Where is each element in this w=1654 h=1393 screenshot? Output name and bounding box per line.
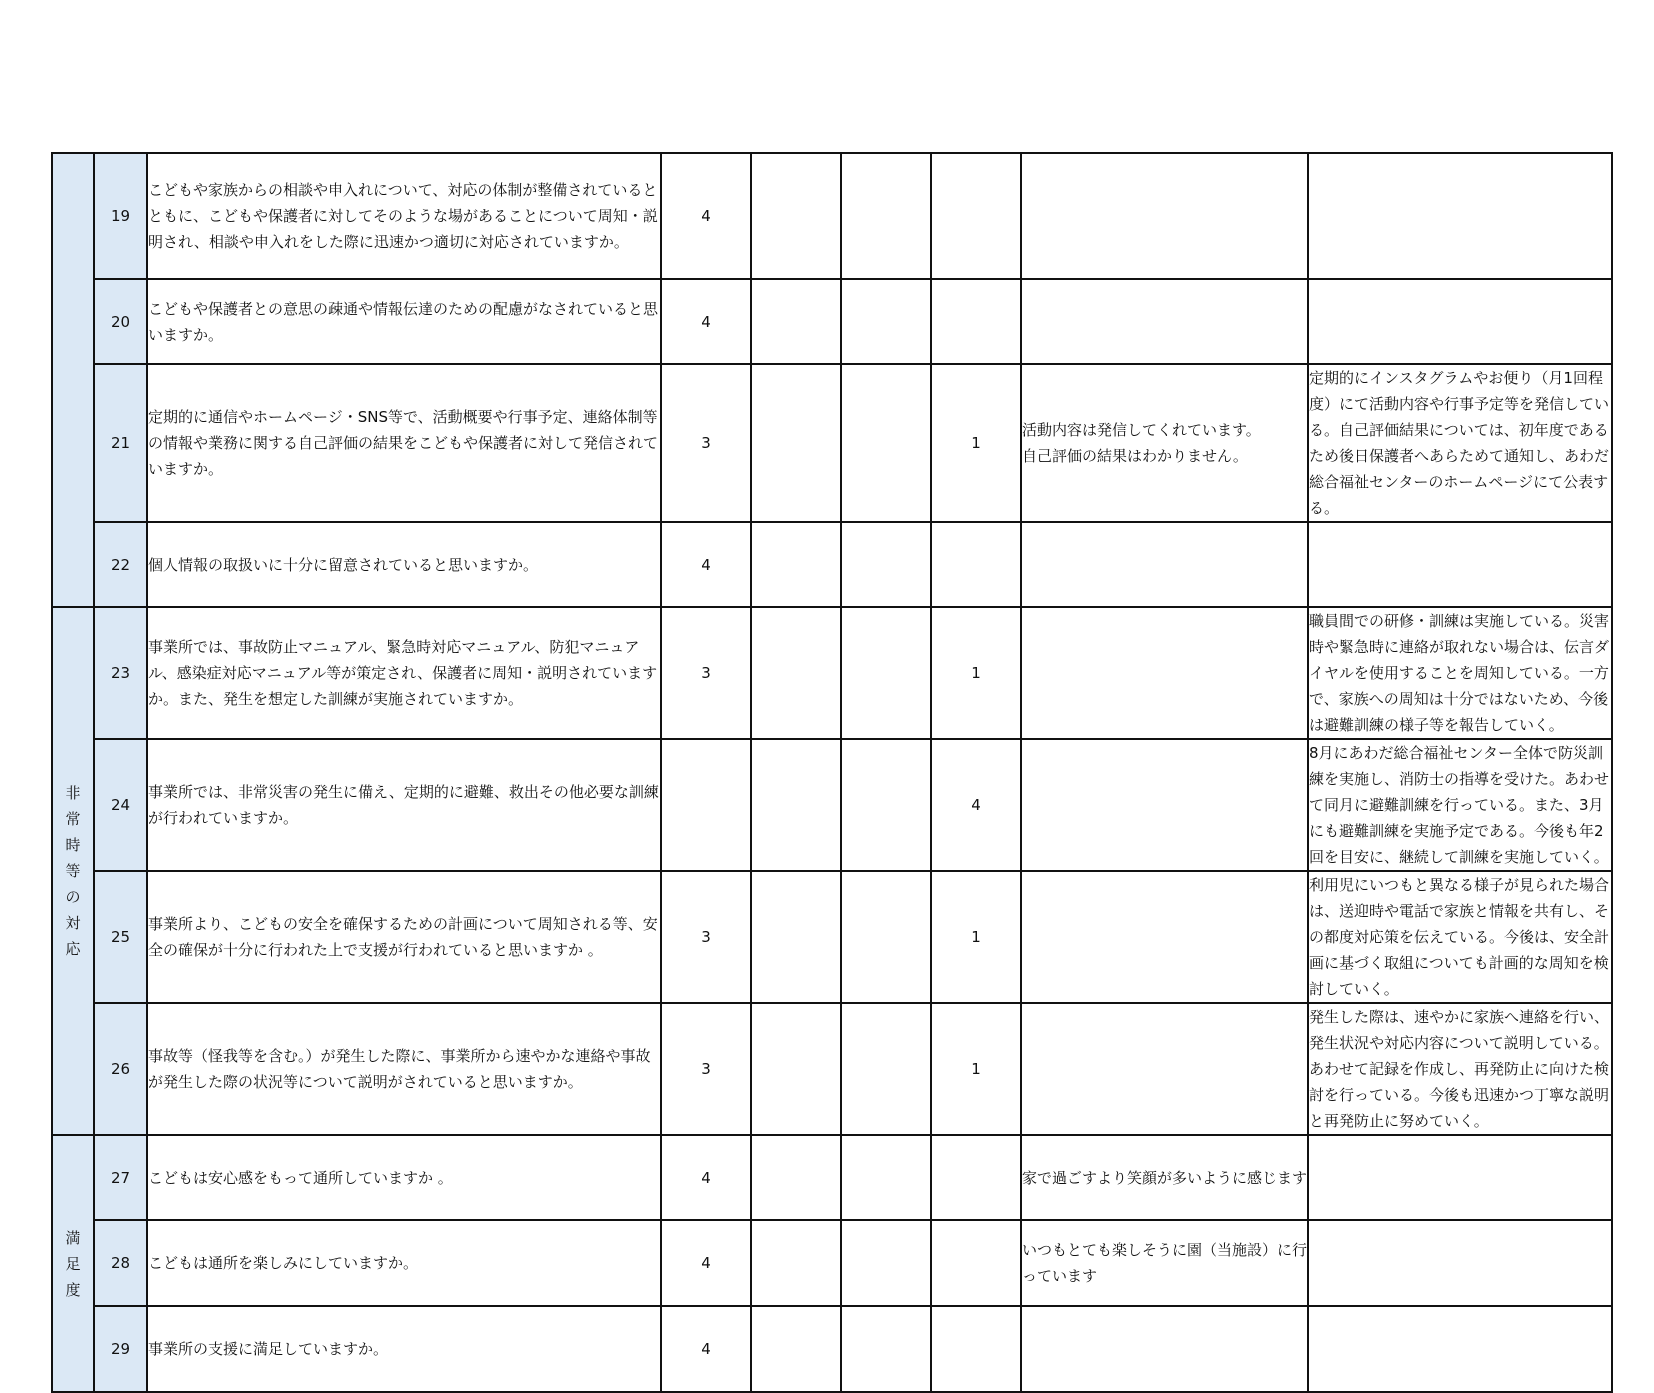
table-row [52,153,1612,279]
item-number: 20 [94,279,147,364]
category-cell: 非常時等の対応 [52,607,94,1135]
answer-yes: 4 [661,1220,751,1306]
answer-unsure [751,522,841,607]
parent-opinion: 家で過ごすより笑顔が多いように感じます [1021,1135,1308,1220]
question-text: 定期的に通信やホームページ・SNS等で、活動概要や行事予定、連絡体制等の情報や業務に関する自己評価の結果をこどもや保護者に対して発信されていますか。 [147,364,661,522]
table-row [52,871,1612,1003]
answer-yes: 3 [661,1003,751,1135]
parent-opinion [1021,607,1308,739]
answer-no [841,1003,931,1135]
answer-unsure [751,1003,841,1135]
category-cell [52,153,94,607]
parent-opinion [1021,1003,1308,1135]
answer-unknown [931,1220,1021,1306]
parent-opinion [1021,739,1308,871]
parent-opinion: 活動内容は発信してくれています。 自己評価の結果はわかりません。 [1021,364,1308,522]
table-row [52,1306,1612,1392]
table-row [52,1220,1612,1306]
facility-response [1308,153,1612,279]
answer-no [841,1220,931,1306]
table-row [52,607,1612,739]
answer-no [841,279,931,364]
answer-unknown [931,522,1021,607]
evaluation-table [51,152,1613,1393]
answer-unknown [931,279,1021,364]
question-text: 個人情報の取扱いに十分に留意されていると思いますか。 [147,522,661,607]
parent-opinion [1021,1306,1308,1392]
answer-yes: 3 [661,607,751,739]
answer-unknown: 1 [931,1003,1021,1135]
facility-response [1308,1306,1612,1392]
table-row [52,522,1612,607]
answer-yes: 4 [661,522,751,607]
answer-unknown: 1 [931,871,1021,1003]
item-number: 22 [94,522,147,607]
item-number: 27 [94,1135,147,1220]
parent-opinion [1021,871,1308,1003]
item-number: 23 [94,607,147,739]
answer-unsure [751,1306,841,1392]
answer-unsure [751,1220,841,1306]
question-text: こどもや家族からの相談や申入れについて、対応の体制が整備されているとともに、こどもや保護者に対してそのような場があることについて周知・説明され、相談や申入れをした際に迅速かつ適切に対応されていますか。 [147,153,661,279]
item-number: 25 [94,871,147,1003]
answer-unknown: 1 [931,364,1021,522]
answer-no [841,522,931,607]
item-number: 19 [94,153,147,279]
table-row [52,364,1612,522]
answer-yes: 3 [661,364,751,522]
question-text: こどもや保護者との意思の疎通や情報伝達のための配慮がなされていると思いますか。 [147,279,661,364]
parent-opinion: いつもとても楽しそうに園（当施設）に行っています [1021,1220,1308,1306]
answer-unsure [751,871,841,1003]
answer-yes: 3 [661,871,751,1003]
answer-unsure [751,364,841,522]
facility-response: 職員間での研修・訓練は実施している。災害時や緊急時に連絡が取れない場合は、伝言ダイヤルを使用することを周知している。一方で、家族への周知は十分ではないため、今後は避難訓練の様子等を報告していく。 [1308,607,1612,739]
answer-unsure [751,279,841,364]
table-row [52,739,1612,871]
answer-yes: 4 [661,279,751,364]
answer-no [841,607,931,739]
table-row [52,1135,1612,1220]
answer-no [841,1135,931,1220]
question-text: 事業所より、こどもの安全を確保するための計画について周知される等、安全の確保が十分に行われた上で支援が行われていると思いますか 。 [147,871,661,1003]
answer-yes: 4 [661,1135,751,1220]
facility-response [1308,522,1612,607]
category-cell: 満足度 [52,1135,94,1392]
table-row [52,279,1612,364]
parent-opinion [1021,522,1308,607]
facility-response [1308,1220,1612,1306]
answer-no [841,1306,931,1392]
parent-opinion [1021,279,1308,364]
answer-unsure [751,1135,841,1220]
facility-response [1308,279,1612,364]
facility-response [1308,1135,1612,1220]
answer-unknown [931,1135,1021,1220]
item-number: 21 [94,364,147,522]
question-text: 事業所では、事故防止マニュアル、緊急時対応マニュアル、防犯マニュアル、感染症対応マニュアル等が策定され、保護者に周知・説明されていますか。また、発生を想定した訓練が実施されていますか。 [147,607,661,739]
answer-unknown: 4 [931,739,1021,871]
facility-response: 利用児にいつもと異なる様子が見られた場合は、送迎時や電話で家族と情報を共有し、その都度対応策を伝えている。今後は、安全計画に基づく取組についても計画的な周知を検討していく。 [1308,871,1612,1003]
facility-response: 発生した際は、速やかに家族へ連絡を行い、発生状況や対応内容について説明している。あわせて記録を作成し、再発防止に向けた検討を行っている。今後も迅速かつ丁寧な説明と再発防止に努めていく。 [1308,1003,1612,1135]
answer-yes: 4 [661,153,751,279]
parent-opinion [1021,153,1308,279]
item-number: 29 [94,1306,147,1392]
answer-unknown: 1 [931,607,1021,739]
answer-no [841,739,931,871]
item-number: 28 [94,1220,147,1306]
answer-unknown [931,153,1021,279]
question-text: こどもは通所を楽しみにしていますか。 [147,1220,661,1306]
question-text: 事業所では、非常災害の発生に備え、定期的に避難、救出その他必要な訓練が行われていますか。 [147,739,661,871]
question-text: こどもは安心感をもって通所していますか 。 [147,1135,661,1220]
table-row [52,1003,1612,1135]
item-number: 26 [94,1003,147,1135]
answer-unknown [931,1306,1021,1392]
answer-no [841,871,931,1003]
question-text: 事業所の支援に満足していますか。 [147,1306,661,1392]
answer-no [841,364,931,522]
facility-response: 定期的にインスタグラムやお便り（月1回程度）にて活動内容や行事予定等を発信している。自己評価結果については、初年度であるため後日保護者へあらためて通知し、あわだ総合福祉センターのホームページにて公表する。 [1308,364,1612,522]
answer-yes [661,739,751,871]
answer-unsure [751,739,841,871]
facility-response: 8月にあわだ総合福祉センター全体で防災訓練を実施し、消防士の指導を受けた。あわせて同月に避難訓練を行っている。また、3月にも避難訓練を実施予定である。今後も年2回を目安に、継続して訓練を実施していく。 [1308,739,1612,871]
answer-no [841,153,931,279]
answer-unsure [751,607,841,739]
question-text: 事故等（怪我等を含む。）が発生した際に、事業所から速やかな連絡や事故が発生した際の状況等について説明がされていると思いますか。 [147,1003,661,1135]
answer-yes: 4 [661,1306,751,1392]
item-number: 24 [94,739,147,871]
answer-unsure [751,153,841,279]
